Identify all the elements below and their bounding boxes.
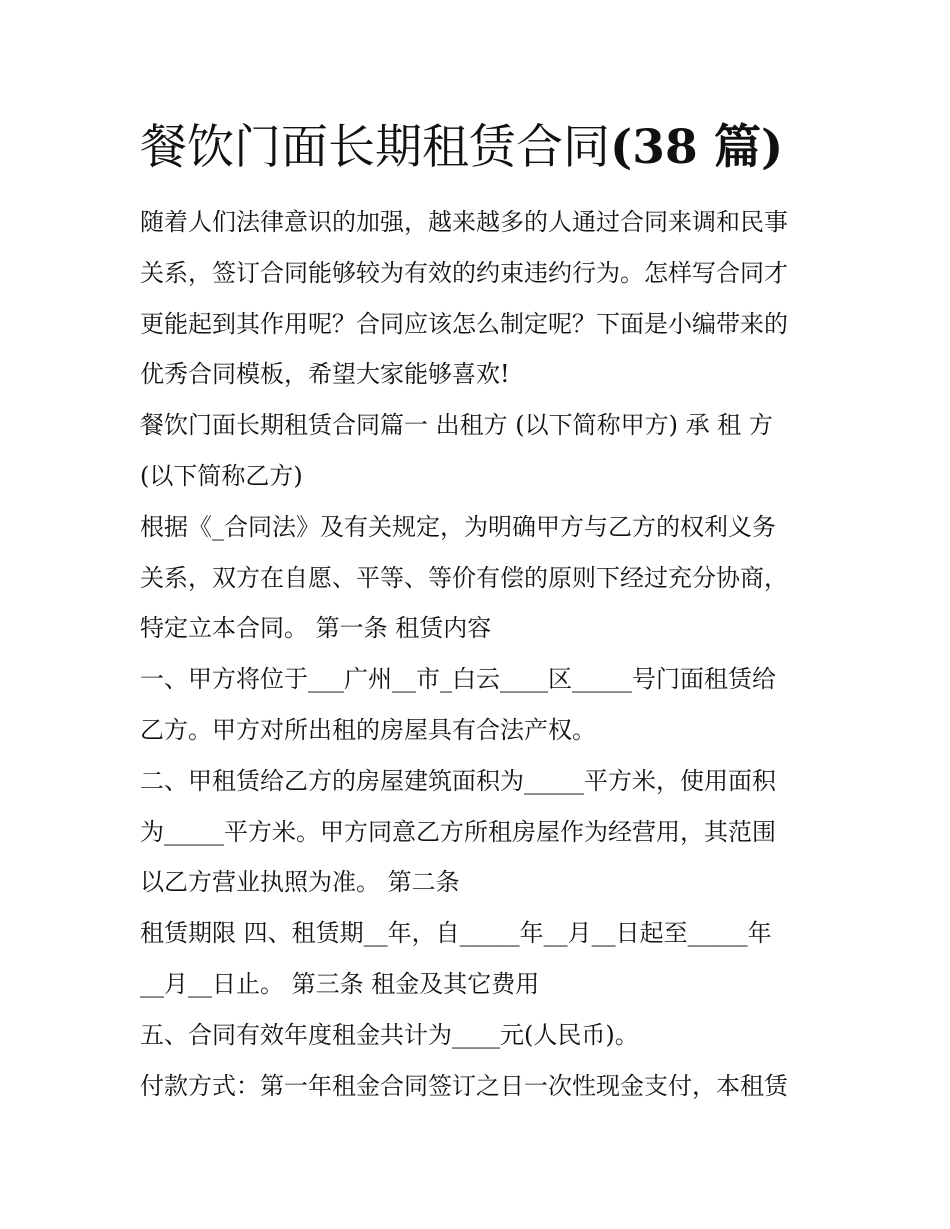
paragraph-line: 一、甲方将位于___广州__市_白云____区_____号门面租赁给: [140, 665, 776, 694]
paragraph-line: __月__日止。 第三条 租金及其它费用: [140, 969, 540, 998]
paragraph-line: 更能起到其作用呢？合同应该怎么制定呢？下面是小编带来的: [140, 309, 788, 338]
document-body: [140, 197, 820, 1111]
paragraph-line: 以乙方营业执照为准。 第二条: [140, 868, 460, 897]
paragraph-line: 餐饮门面长期租赁合同篇一 出租方 (以下简称甲方) 承 租 方: [140, 411, 773, 440]
document-title-main: 餐饮门面长期租赁合同: [140, 120, 610, 175]
paragraph-line: 根据《_合同法》及有关规定，为明确甲方与乙方的权利义务: [140, 512, 776, 541]
paragraph-line: 乙方。甲方对所出租的房屋具有合法产权。: [140, 715, 596, 744]
paragraph-line: 租赁期限 四、租赁期__年，自_____年__月__日起至_____年: [140, 919, 772, 948]
document-title: [140, 112, 840, 184]
paragraph-line: 随着人们法律意识的加强，越来越多的人通过合同来调和民事: [140, 208, 788, 236]
paragraph-line: 特定立本合同。 第一条 租赁内容: [140, 614, 492, 643]
paragraph-line: 优秀合同模板，希望大家能够喜欢!: [140, 360, 510, 389]
paragraph-line: 关系，双方在自愿、平等、等价有偿的原则下经过充分协商，: [140, 563, 788, 592]
paragraph-line: 二、甲租赁给乙方的房屋建筑面积为_____平方米，使用面积: [140, 766, 776, 795]
paragraph-line: 付款方式：第一年租金合同签订之日一次性现金支付，本租赁: [140, 1071, 788, 1100]
paragraph-line: 五、合同有效年度租金共计为____元(人民币)。: [140, 1020, 639, 1049]
paragraph-line: 为_____平方米。甲方同意乙方所租房屋作为经营用，其范围: [140, 817, 776, 846]
paragraph-line: 关系，签订合同能够较为有效的约束违约行为。怎样写合同才: [140, 258, 788, 287]
paragraph-line: (以下简称乙方): [140, 461, 303, 490]
document-title-suffix: (38 篇): [610, 120, 784, 175]
